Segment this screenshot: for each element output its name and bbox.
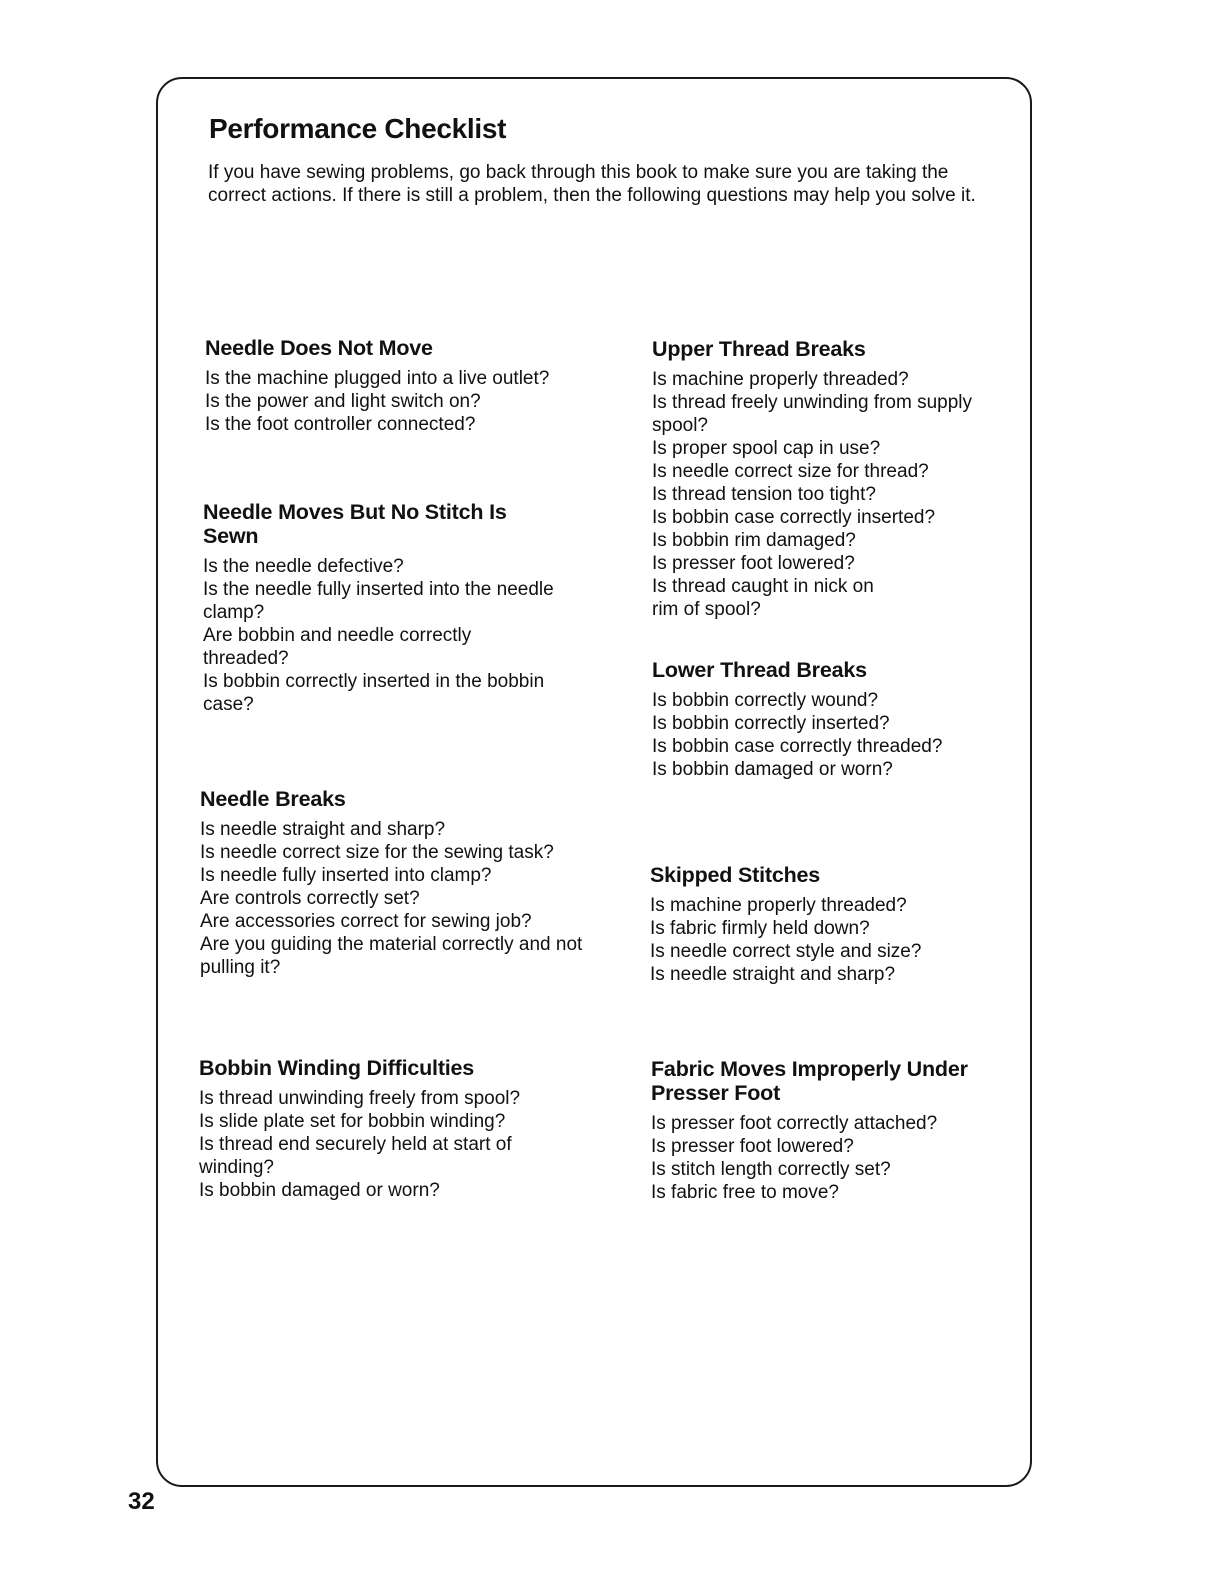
section-needle-breaks — [200, 787, 590, 979]
question-item: Is bobbin correctly wound? — [652, 690, 879, 711]
question-item: Are bobbin and needle correctly threaded? — [203, 625, 472, 669]
section-heading: Needle Does Not Move — [205, 336, 433, 360]
question-item: Is needle correct size for the sewing task? — [200, 842, 554, 863]
question-item: Is bobbin case correctly threaded? — [652, 736, 943, 757]
section-needle-does-not-move — [205, 336, 585, 436]
question-item: Is the needle fully inserted into the needle clamp? — [203, 579, 554, 623]
section-lower-thread-breaks — [652, 658, 1002, 781]
question-item: Is needle straight and sharp? — [200, 819, 446, 840]
question-item: Is presser foot lowered? — [651, 1136, 854, 1157]
question-item: Are accessories correct for sewing job? — [200, 911, 532, 932]
question-list — [200, 818, 590, 979]
question-list — [652, 689, 1002, 781]
question-item: Are controls correctly set? — [200, 888, 420, 909]
question-list — [199, 1087, 559, 1202]
question-item: Is bobbin rim damaged? — [652, 530, 856, 551]
question-item: Is the power and light switch on? — [205, 391, 481, 412]
question-item: Is stitch length correctly set? — [651, 1159, 891, 1180]
question-item: Is the needle defective? — [203, 556, 404, 577]
question-item: Is thread freely unwinding from supply spool? — [652, 392, 972, 436]
question-item: Is needle correct style and size? — [650, 941, 922, 962]
question-item: Are you guiding the material correctly and not pulling it? — [200, 934, 583, 978]
section-bobbin-winding — [199, 1056, 559, 1202]
section-heading: Bobbin Winding Difficulties — [199, 1056, 475, 1080]
section-heading: Fabric Moves Improperly Under Presser Foot — [651, 1057, 968, 1105]
page-title: Performance Checklist — [209, 113, 507, 144]
section-heading: Needle Breaks — [200, 787, 346, 811]
section-heading: Skipped Stitches — [650, 863, 821, 887]
section-upper-thread-breaks — [652, 337, 1002, 621]
checklist-frame — [156, 77, 1032, 1487]
question-list — [203, 555, 588, 716]
question-list — [650, 894, 1000, 986]
section-heading: Upper Thread Breaks — [652, 337, 866, 361]
question-item: Is proper spool cap in use? — [652, 438, 881, 459]
section-fabric-moves-improperly — [651, 1057, 1001, 1204]
question-item: Is bobbin correctly inserted in the bobbin case? — [203, 671, 545, 715]
question-item: Is machine properly threaded? — [650, 895, 907, 916]
question-item: Is fabric free to move? — [651, 1182, 839, 1203]
question-list — [205, 367, 585, 436]
question-item: Is presser foot correctly attached? — [651, 1113, 938, 1134]
page-number: 32 — [128, 1488, 155, 1515]
question-item: Is bobbin case correctly inserted? — [652, 507, 936, 528]
section-heading: Lower Thread Breaks — [652, 658, 867, 682]
section-heading: Needle Moves But No Stitch Is Sewn — [203, 500, 507, 548]
question-item: Is needle fully inserted into clamp? — [200, 865, 492, 886]
section-needle-moves-no-stitch — [203, 500, 588, 716]
section-skipped-stitches — [650, 863, 1000, 986]
question-item: Is slide plate set for bobbin winding? — [199, 1111, 506, 1132]
question-item: Is bobbin damaged or worn? — [199, 1180, 440, 1201]
question-item: Is needle straight and sharp? — [650, 964, 896, 985]
question-item: Is fabric firmly held down? — [650, 918, 870, 939]
question-item: Is thread end securely held at start of winding? — [199, 1134, 512, 1178]
question-item: Is the machine plugged into a live outlet? — [205, 368, 550, 389]
question-list — [652, 368, 1002, 621]
question-item: Is needle correct size for thread? — [652, 461, 929, 482]
question-item: Is the foot controller connected? — [205, 414, 476, 435]
question-item: Is machine properly threaded? — [652, 369, 909, 390]
question-item: Is bobbin correctly inserted? — [652, 713, 890, 734]
question-item: Is thread tension too tight? — [652, 484, 876, 505]
question-list — [651, 1112, 1001, 1204]
question-item: Is bobbin damaged or worn? — [652, 759, 893, 780]
intro-paragraph: If you have sewing problems, go back through this book to make sure you are taking the correct actions. If there is still a problem, then the following questions may help you solve it. — [208, 162, 976, 206]
question-item: Is presser foot lowered? — [652, 553, 855, 574]
question-item: Is thread unwinding freely from spool? — [199, 1088, 521, 1109]
question-item: Is thread caught in nick on rim of spool? — [652, 576, 874, 620]
